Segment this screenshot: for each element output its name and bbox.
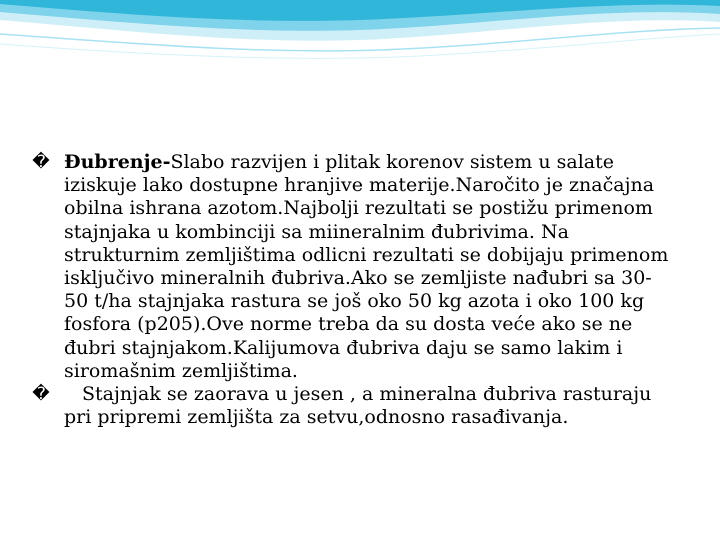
decorative-wave-banner [0,0,720,70]
bullet-glyph: � [32,384,50,405]
paragraph-text: Stajnjak se zaorava u jesen , a mineralna đubriva rasturaju pri pripremi zemljišta za setvu,odnosno rasađivanja. [64,383,652,429]
bullet-glyph: � [32,152,50,172]
paragraph-heading: Đubrenje- [64,151,171,173]
slide-body [30,151,670,429]
paragraph-text: Slabo razvijen i plitak korenov sistem u salate iziskuje lako dostupne hranjive materije.Naročito je značajna obilna ishrana azotom.Najbolji rezultati se postižu primenom stajnjaka u kombinciji sa miineralnim đubrivima. Na strukturnim zemljištima odlicni rezultati se dobijaju primenom isključivo mineralnih đubriva.Ako se zemljiste nađubri sa 30-50 t/ha stajnjaka rastura se još oko 50 kg azota i oko 100 kg fosfora (p205).Ove norme treba da su dosta veće ako se ne đubri stajnjakom.Kalijumova đubriva daju se samo lakim i siromašnim zemljištima. [64,151,669,382]
paragraph-fertilization [30,151,670,383]
paragraph-manure [30,383,670,429]
